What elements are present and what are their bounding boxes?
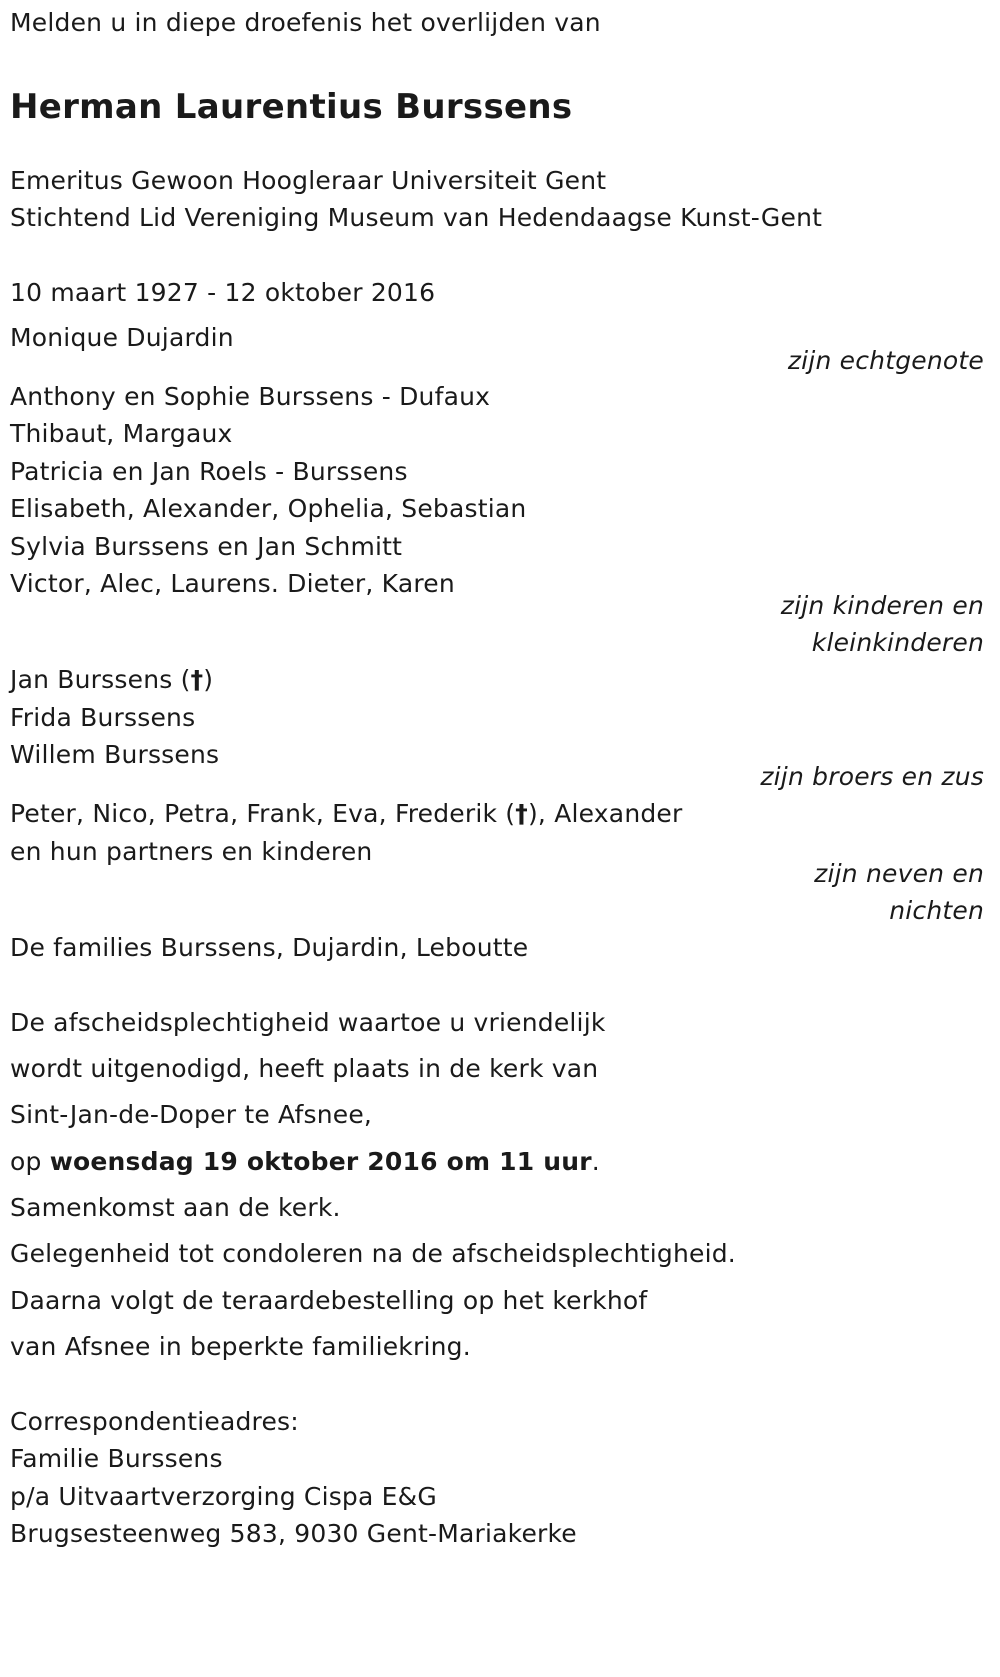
life-dates: 10 maart 1927 - 12 oktober 2016 [10, 278, 436, 307]
children-line: Elisabeth, Alexander, Ophelia, Sebastian [10, 494, 527, 523]
nephews-relation: nichten [889, 896, 984, 925]
children-line: Anthony en Sophie Burssens - Dufaux [10, 382, 491, 411]
ceremony-line: Gelegenheid tot condoleren na de afscheidsplechtigheid. [10, 1239, 736, 1268]
nephews-names: Peter, Nico, Petra, Frank, Eva, Frederik ( [10, 799, 516, 828]
title-professor: Emeritus Gewoon Hoogleraar Universiteit Gent [10, 166, 607, 195]
nephews-partners: en hun partners en kinderen [10, 837, 373, 866]
spouse-name: Monique Dujardin [10, 323, 234, 352]
correspondence-address: Brugsesteenweg 583, 9030 Gent-Mariakerke [10, 1519, 577, 1548]
correspondence-heading: Correspondentieadres: [10, 1407, 299, 1436]
spouse-relation: zijn echtgenote [787, 346, 984, 375]
ceremony-op: op [10, 1147, 50, 1176]
children-line: Patricia en Jan Roels - Burssens [10, 457, 408, 486]
children-line: Sylvia Burssens en Jan Schmitt [10, 532, 403, 561]
ceremony-line: wordt uitgenodigd, heeft plaats in de kerk van [10, 1054, 599, 1083]
children-relation: zijn kinderen en [780, 591, 984, 620]
ceremony-period: . [591, 1147, 600, 1176]
children-line: Thibaut, Margaux [10, 419, 233, 448]
nephews-relation: zijn neven en [814, 859, 984, 888]
correspondence-line: p/a Uitvaartverzorging Cispa E&G [10, 1482, 437, 1511]
ceremony-line: De afscheidsplechtigheid waartoe u vriendelijk [10, 1008, 606, 1037]
ceremony-line: Sint-Jan-de-Doper te Afsnee, [10, 1100, 373, 1129]
children-line: Victor, Alec, Laurens. Dieter, Karen [10, 569, 455, 598]
sibling-frida: Frida Burssens [10, 703, 196, 732]
children-relation: kleinkinderen [811, 628, 984, 657]
families-line: De families Burssens, Dujardin, Leboutte [10, 933, 529, 962]
sibling-willem: Willem Burssens [10, 740, 220, 769]
ceremony-datetime: woensdag 19 oktober 2016 om 11 uur [49, 1147, 592, 1176]
sibling-jan-name: Jan Burssens ( [10, 665, 191, 694]
ceremony-line: van Afsnee in beperkte familiekring. [10, 1332, 471, 1361]
cross-icon: † [190, 665, 204, 694]
cross-icon: † [515, 799, 528, 828]
nephews-line [10, 798, 683, 830]
siblings-relation: zijn broers en zus [760, 762, 984, 791]
nephews-names-end: ), Alexander [527, 799, 683, 828]
correspondence-line: Familie Burssens [10, 1444, 223, 1473]
sibling-jan-close: ) [203, 665, 214, 694]
title-museum: Stichtend Lid Vereniging Museum van Hedendaagse Kunst-Gent [10, 203, 823, 232]
ceremony-line: Daarna volgt de teraardebestelling op het kerkhof [10, 1286, 648, 1315]
announcement-text: Melden u in diepe droefenis het overlijden van [10, 8, 601, 37]
sibling-jan [10, 664, 213, 696]
deceased-name: Herman Laurentius Burssens [10, 87, 573, 127]
ceremony-datetime-line [10, 1146, 600, 1178]
ceremony-line: Samenkomst aan de kerk. [10, 1193, 341, 1222]
